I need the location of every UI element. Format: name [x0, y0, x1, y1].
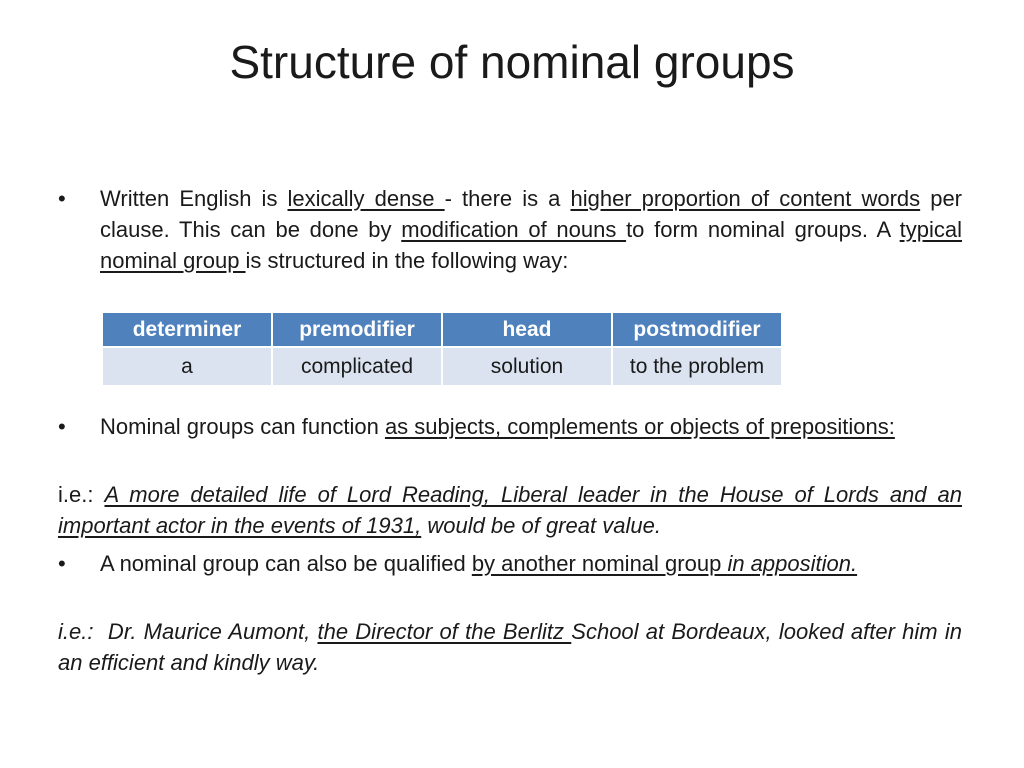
p2-text-1: Nominal groups can function [100, 414, 385, 439]
p2-underline-1: as subjects, complements or objects of prepositions: [384, 414, 895, 439]
p1-text-2: - there is a [444, 186, 571, 211]
paragraph-apposition [100, 548, 962, 579]
table-cell-head: solution [443, 348, 611, 385]
p1-underline-3: modification of nouns [401, 217, 627, 242]
table-cell-premodifier: complicated [273, 348, 441, 385]
bullet-1: • [58, 186, 66, 211]
slide-title: Structure of nominal groups [229, 36, 795, 88]
example-1 [58, 479, 962, 541]
example-2-prefix: i.e.: [58, 619, 94, 644]
table-header-head: head [443, 313, 611, 346]
p1-text-3: per clause. This can be done by [100, 186, 963, 242]
example-2-text-1: Dr. Maurice Aumont, [93, 619, 318, 644]
paragraph-lexical-density [100, 183, 962, 276]
example-2-text-2: School at Bordeaux, looked after him in an efficient and kindly way. [58, 619, 962, 675]
p1-text-4: to form nominal groups. A [626, 217, 900, 242]
p3-underline-2: in apposition. [727, 551, 858, 576]
p1-underline-2: higher proportion of content words [570, 186, 921, 211]
table-cell-postmodifier: to the problem [613, 348, 781, 385]
bullet-2: • [58, 414, 66, 439]
table-row [103, 348, 781, 385]
example-1-prefix: i.e.: [58, 482, 105, 507]
bullet-3: • [58, 551, 66, 576]
table-cell-determiner: a [103, 348, 271, 385]
example-1-text: would be of great value. [421, 513, 661, 538]
paragraph-nominal-function [100, 411, 962, 442]
table-header-premodifier: premodifier [273, 313, 441, 346]
nominal-group-table [101, 311, 783, 387]
p1-text-5: is structured in the following way: [245, 248, 569, 273]
p1-text-1: Written English is [100, 186, 288, 211]
example-2-underline: the Director of the Berlitz [317, 619, 572, 644]
example-2 [58, 616, 962, 678]
p1-underline-4: typical nominal group [100, 217, 962, 273]
example-1-underline: A more detailed life of Lord Reading, Liberal leader in the House of Lords and an important actor in the events of 1931, [58, 482, 962, 538]
p3-text-1: A nominal group can also be qualified [100, 551, 472, 576]
table-header-postmodifier: postmodifier [613, 313, 781, 346]
table-header-determiner: determiner [103, 313, 271, 346]
p3-underline-1: by another nominal group [471, 551, 728, 576]
p1-underline-1: lexically dense [287, 186, 445, 211]
table-header-row [103, 313, 781, 346]
